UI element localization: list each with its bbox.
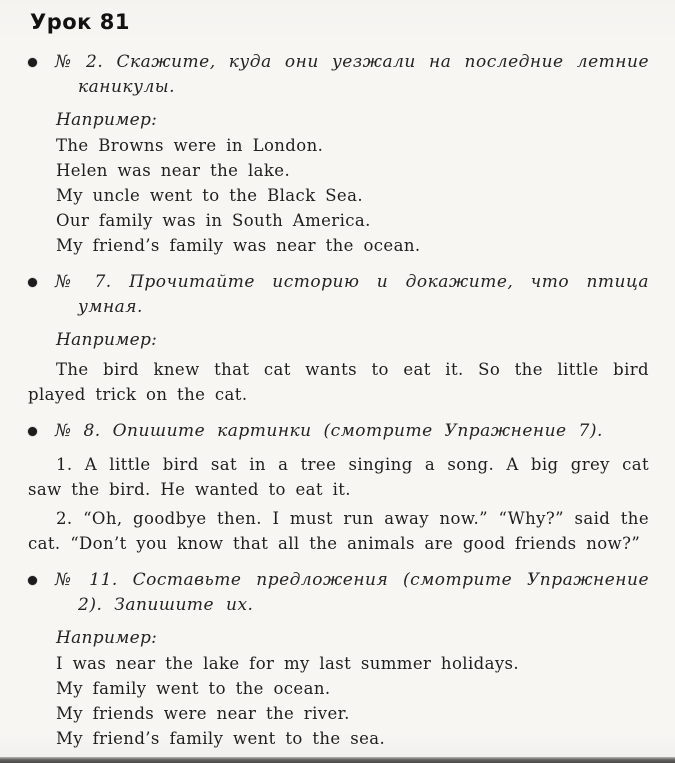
example-label: Например: <box>56 628 158 648</box>
example-lines <box>28 133 649 258</box>
exercise-number: № 8. <box>55 421 101 441</box>
bullet-icon <box>28 427 37 436</box>
exercise-8 <box>28 419 649 556</box>
scan-bottom-edge <box>0 757 675 763</box>
exercise-instruction-text: Прочитайте историю и докажите, что птица умная. <box>78 272 649 317</box>
exercise-instruction <box>28 50 649 100</box>
exercise-instruction <box>28 568 649 618</box>
exercise-instruction-text: Опишите картинки (смотрите Упражнение 7). <box>112 421 603 441</box>
exercise-paragraph: 1. A little bird sat in a tree singing a song. A big grey cat saw the bird. He wanted to eat it. <box>28 455 649 499</box>
exercise-number: № 11. <box>55 570 118 590</box>
exercise-number: № 7. <box>55 272 112 292</box>
example-line: My friends were near the river. <box>56 704 350 723</box>
example-label: Например: <box>56 330 158 350</box>
exercise-number: № 2. <box>55 52 104 72</box>
example-line: My friend’s family went to the sea. <box>56 729 386 748</box>
exercise-instruction <box>28 419 649 444</box>
exercise-2 <box>28 50 649 258</box>
example-line: The Browns were in London. <box>56 136 324 155</box>
exercise-11 <box>28 568 649 751</box>
example-line: My uncle went to the Black Sea. <box>56 186 363 205</box>
example-line: My friend’s family was near the ocean. <box>56 236 421 255</box>
exercise-7 <box>28 270 649 407</box>
bullet-icon <box>28 576 37 585</box>
example-lines <box>28 651 649 751</box>
bullet-icon <box>28 58 37 67</box>
example-line: My family went to the ocean. <box>56 679 331 698</box>
example-line: Helen was near the lake. <box>56 161 291 180</box>
page-title: Урок 81 <box>30 10 130 34</box>
exercise-instruction <box>28 270 649 320</box>
exercise-instruction-text: Скажите, куда они уезжали на последние летние каникулы. <box>78 52 650 97</box>
bullet-icon <box>28 278 37 287</box>
example-label: Например: <box>56 110 158 130</box>
exercise-instruction-text: Составьте предложения (смотрите Упражнение 2). Запишите их. <box>78 570 650 615</box>
exercise-paragraph: The bird knew that cat wants to eat it. So the little bird played trick on the cat. <box>28 360 649 404</box>
example-line: I was near the lake for my last summer holidays. <box>56 654 520 673</box>
exercise-paragraph: 2. “Oh, goodbye then. I must run away now.” “Why?” said the cat. “Don’t you know that all the animals are good friends now?” <box>28 509 649 553</box>
example-line: Our family was in South America. <box>56 211 371 230</box>
